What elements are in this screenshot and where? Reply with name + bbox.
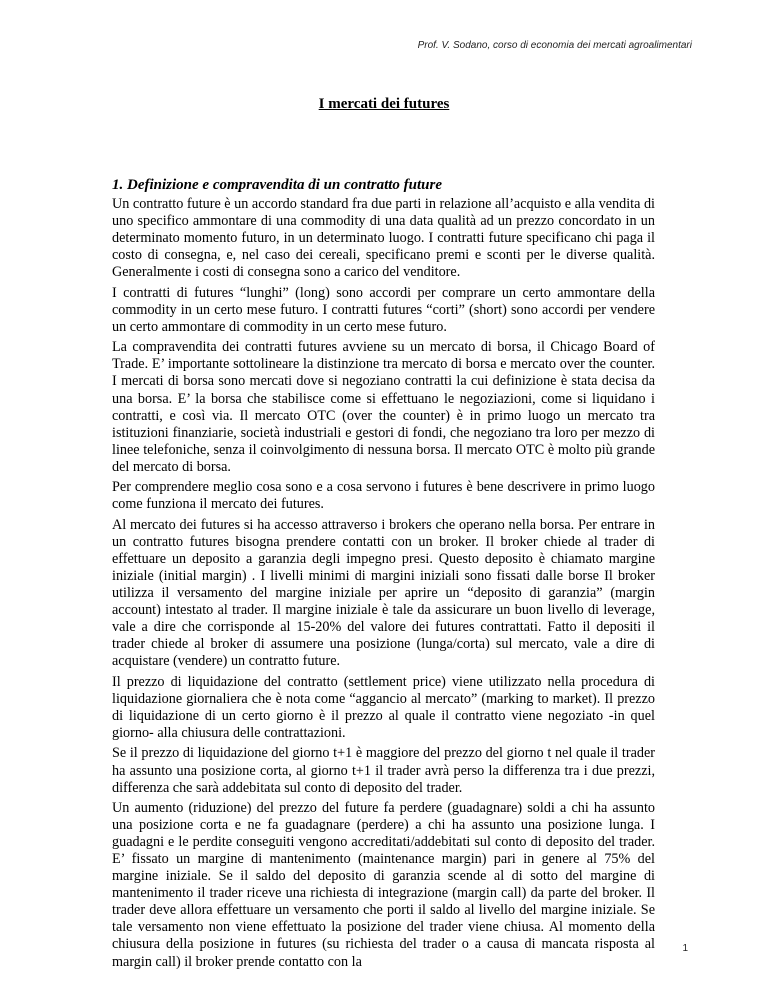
section-heading: 1. Definizione e compravendita di un contratto future — [112, 177, 443, 193]
paragraph: La compravendita dei contratti futures avviene su un mercato di borsa, il Chicago Board of Trade. E’ importante sottolineare la distinzione tra mercato di borsa e mercato over the counter. I mercati di borsa sono mercati dove si negoziano contratti la cui definizione è stata decisa da una borsa. E’ la borsa che stabilisce come si effettuano le negoziazioni, come si liquidano i contratti, e così via. Il mercato OTC (over the counter) è in primo luogo un mercato tra istituzioni finanziarie, società industriali e gestori di fondi, che negoziano tra loro per mezzo di linee telefoniche, senza il coinvolgimento di nessuna borsa. Il mercato OTC è molto più grande del mercato di borsa. — [112, 339, 655, 475]
paragraph: Per comprendere meglio cosa sono e a cosa servono i futures è bene descrivere in primo luogo come funziona il mercato dei futures. — [112, 479, 655, 513]
page-number: 1 — [682, 943, 688, 954]
paragraph: Al mercato dei futures si ha accesso attraverso i brokers che operano nella borsa. Per entrare in un contratto futures bisogna prendere contatti con un broker. Il broker chiede al trader di effettuare un deposito a garanzia degli impegno presi. Questo deposito è chiamato margine iniziale (initial margin) . I livelli minimi di margini iniziali sono fissati dalle borse Il broker utilizza il versamento del margine iniziale per aprire un “deposito di garanzia” (margin account) intestato al trader. Il margine iniziale è tale da assicurare un buon livello di leverage, vale a dire che corrisponde al 15-20% del valore dei futures contrattati. Fatto il depositi il trader chiede al broker di assumere una posizione (lunga/corta) sul mercato, vale a dire di acquistare (vendere) un contratto future. — [112, 516, 655, 670]
running-header: Prof. V. Sodano, corso di economia dei mercati agroalimentari — [417, 40, 692, 51]
paragraph: Un contratto future è un accordo standard fra due parti in relazione all’acquisto e alla vendita di uno specifico ammontare di una commodity di una data qualità ad un prezzo concordato in un determinato momento futuro, in un determinato luogo. I contratti future specificano chi paga il costo di consegna, e, nel caso dei cereali, specificano premi e sconti per le diverse qualità. Generalmente i costi di consegna sono a carico del venditore. — [112, 196, 655, 281]
document-title: I mercati dei futures — [318, 96, 450, 112]
paragraph: Un aumento (riduzione) del prezzo del future fa perdere (guadagnare) soldi a chi ha assunto una posizione corta e ne fa guadagnare (perdere) a chi ha assunto una posizione lunga. I guadagni e le perdite conseguiti vengono accreditati/addebitati sul conto di deposito del trader. E’ fissato un margine di mantenimento (maintenance margin) pari in genere al 75% del margine iniziale. Se il saldo del deposito di garanzia scende al di sotto del margine di mantenimento il trader riceve una richiesta di integrazione (margin call) da parte del broker. Il trader deve allora effettuare un versamento che porti il saldo al livello del margine iniziale. Se tale versamento non viene effettuato la posizione del trader viene chiusa. Al momento della chiusura della posizione in futures (su richiesta del trader o a causa di mancata risposta al margin call) il broker prende contatto con la — [112, 800, 655, 970]
paragraph: Se il prezzo di liquidazione del giorno t+1 è maggiore del prezzo del giorno t nel quale il trader ha assunto una posizione corta, al giorno t+1 il trader avrà perso la differenza tra i due prezzi, differenza che sarà addebitata sul conto di deposito del trader. — [112, 745, 655, 796]
body-text — [112, 196, 655, 974]
paragraph: I contratti di futures “lunghi” (long) sono accordi per comprare un certo ammontare della commodity in un certo mese futuro. I contratti futures “corti” (short) sono accordi per vendere un certo ammontare di commodity in un certo mese futuro. — [112, 284, 655, 335]
paragraph: Il prezzo di liquidazione del contratto (settlement price) viene utilizzato nella procedura di liquidazione giornaliera che è nota come “aggancio al mercato” (marking to market). Il prezzo di liquidazione di un certo giorno è il prezzo al quale il contratto viene negoziato -in quel giorno- alla chiusura delle contrattazioni. — [112, 673, 655, 741]
